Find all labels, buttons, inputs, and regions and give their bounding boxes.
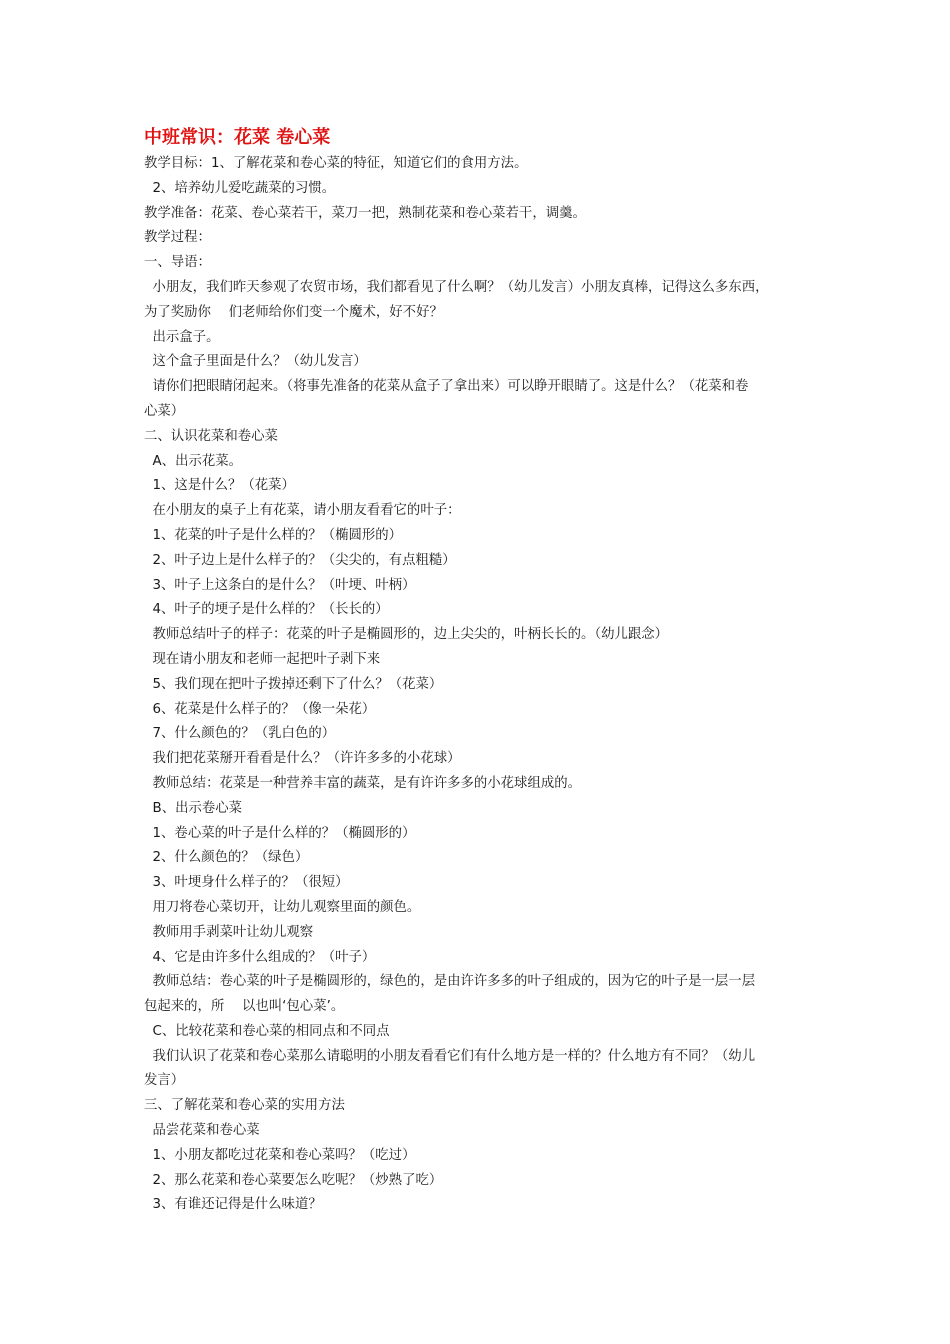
text-line: 7、什么颜色的？（乳白色的） xyxy=(144,726,336,742)
text-line: 3、叶埂身什么样子的？（很短） xyxy=(144,875,349,891)
text-line: 1、花菜的叶子是什么样的？（椭圆形的） xyxy=(144,527,403,543)
text-line: 教学准备：花菜、卷心菜若干，菜刀一把，熟制花菜和卷心菜若干，调羹。 xyxy=(144,205,586,221)
document-title: 中班常识：花菜 卷心菜 xyxy=(144,127,331,148)
text-line: 2、叶子边上是什么样子的？（尖尖的，有点粗糙） xyxy=(144,552,456,568)
text-line: 1、这是什么？（花菜） xyxy=(144,478,295,494)
text-line: 为了奖励你 们老师给你们变一个魔术，好不好？ xyxy=(144,304,443,320)
text-line: 二、认识花菜和卷心菜 xyxy=(144,428,278,444)
text-line: 一、导语： xyxy=(144,255,211,271)
text-line: 教师总结：卷心菜的叶子是椭圆形的，绿色的，是由许许多多的叶子组成的，因为它的叶子是一层一层 xyxy=(144,974,756,990)
text-line: 教师总结叶子的样子：花菜的叶子是椭圆形的，边上尖尖的，叶柄长长的。（幼儿跟念） xyxy=(144,627,669,643)
text-line: 教学目标：1、了解花菜和卷心菜的特征，知道它们的食用方法。 xyxy=(144,156,528,171)
text-line: 出示盒子。 xyxy=(144,329,220,345)
text-line: 这个盒子里面是什么？（幼儿发言） xyxy=(144,354,367,370)
text-line: 1、小朋友都吃过花菜和卷心菜吗？（吃过） xyxy=(144,1147,416,1163)
text-line: 教师用手剥菜叶让幼儿观察 xyxy=(144,924,314,940)
text-line: 1、卷心菜的叶子是什么样的？（椭圆形的） xyxy=(144,825,416,841)
text-line: 小朋友，我们昨天参观了农贸市场，我们都看见了什么啊？（幼儿发言）小朋友真棒，记得这么多东西， xyxy=(144,279,769,295)
text-line: 3、有谁还记得是什么味道？ xyxy=(144,1197,322,1213)
text-line: 心菜） xyxy=(144,403,185,419)
text-line: 教学过程： xyxy=(144,230,211,246)
text-line: 6、花菜是什么样子的？（像一朵花） xyxy=(144,701,376,717)
text-line: 教师总结：花菜是一种营养丰富的蔬菜，是有许许多多的小花球组成的。 xyxy=(144,775,582,791)
text-line: 现在请小朋友和老师一起把叶子剥下来 xyxy=(144,651,381,667)
text-line: 用刀将卷心菜切开，让幼儿观察里面的颜色。 xyxy=(144,899,421,915)
text-line: 4、它是由许多什么组成的？（叶子） xyxy=(144,949,376,965)
text-line: 4、叶子的埂子是什么样的？（长长的） xyxy=(144,602,389,618)
text-line: 请你们把眼睛闭起来。（将事先准备的花菜从盒子了拿出来）可以睁开眼睛了。这是什么？（花菜和卷 xyxy=(144,379,749,395)
text-line: B、出示卷心菜 xyxy=(144,800,243,816)
text-line: 2、什么颜色的？（绿色） xyxy=(144,850,309,866)
text-line: 2、培养幼儿爱吃蔬菜的习惯。 xyxy=(144,180,336,196)
text-line: 2、那么花菜和卷心菜要怎么吃呢？（炒熟了吃） xyxy=(144,1172,443,1188)
document-text xyxy=(144,152,814,1218)
document-body xyxy=(144,124,814,1218)
text-line: 3、叶子上这条白的是什么？（叶埂、叶柄） xyxy=(144,577,416,593)
text-line: 在小朋友的桌子上有花菜，请小朋友看看它的叶子： xyxy=(144,503,461,519)
text-line: 发言） xyxy=(144,1073,185,1089)
text-line: 三、了解花菜和卷心菜的实用方法 xyxy=(144,1098,345,1114)
text-line: A、出示花菜。 xyxy=(144,453,243,469)
text-line: 品尝花菜和卷心菜 xyxy=(144,1123,260,1139)
text-line: 包起来的，所 以也叫‘包心菜’。 xyxy=(144,999,345,1015)
text-line: 我们认识了花菜和卷心菜那么请聪明的小朋友看看它们有什么地方是一样的？什么地方有不同？（幼儿 xyxy=(144,1048,756,1064)
text-line: 5、我们现在把叶子拨掉还剩下了什么？（花菜） xyxy=(144,676,443,692)
text-line: C、比较花菜和卷心菜的相同点和不同点 xyxy=(144,1023,390,1039)
text-line: 我们把花菜掰开看看是什么？（许许多多的小花球） xyxy=(144,751,461,767)
